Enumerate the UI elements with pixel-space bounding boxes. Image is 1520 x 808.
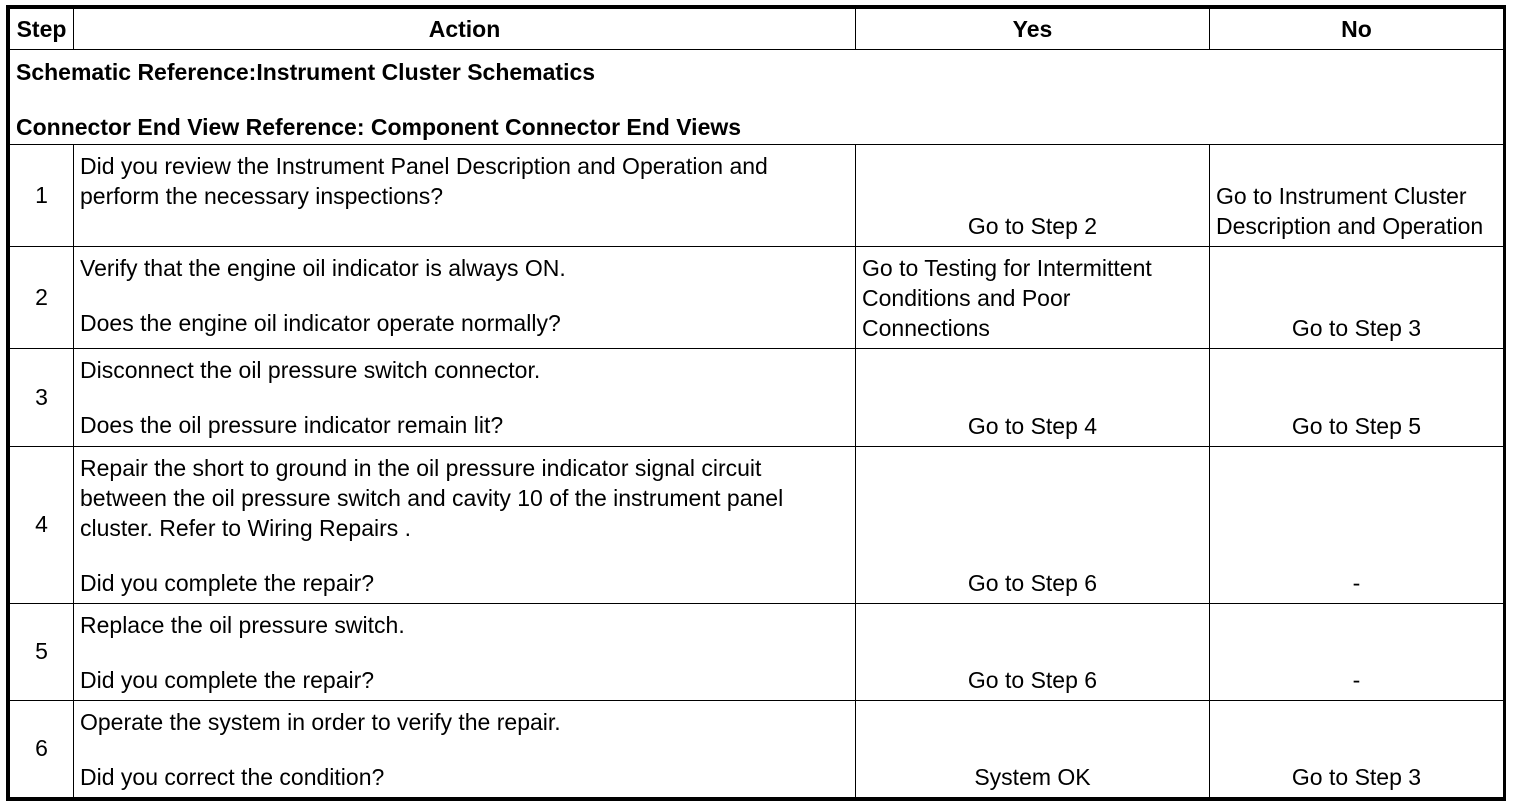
action-text: Replace the oil pressure switch. [80,611,405,638]
table-row [10,700,1504,797]
action-cell [74,700,856,797]
table-row [10,247,1504,349]
table-row [10,603,1504,700]
no-cell: - [1210,603,1504,700]
step-number: 3 [10,349,74,446]
schematic-reference: Schematic Reference:Instrument Cluster Schematics [16,59,596,86]
action-text: Did you review the Instrument Panel Description and Operation and perform the necessary inspections? [80,153,768,210]
reference-cell [10,50,1504,145]
action-cell [74,603,856,700]
action-text: Operate the system in order to verify the repair. [80,708,561,735]
action-text: Repair the short to ground in the oil pressure indicator signal circuit between the oil pressure switch and cavity 10 of the instrument panel cluster. Refer to Wiring Repairs . [80,454,784,541]
header-yes: Yes [856,9,1210,50]
no-cell: Go to Instrument Cluster Description and Operation [1210,145,1504,247]
header-action: Action [74,9,856,50]
action-text: Disconnect the oil pressure switch connector. [80,357,541,384]
table-row [10,349,1504,446]
no-cell: Go to Step 3 [1210,700,1504,797]
question-text: Did you complete the repair? [80,666,375,693]
table-row [10,446,1504,603]
step-number: 4 [10,446,74,603]
yes-cell: Go to Testing for Intermittent Conditions and Poor Connections [856,247,1210,349]
step-number: 2 [10,247,74,349]
header-step: Step [10,9,74,50]
yes-cell: System OK [856,700,1210,797]
action-text: Verify that the engine oil indicator is always ON. [80,255,566,282]
step-number: 5 [10,603,74,700]
question-text: Did you complete the repair? [80,569,375,596]
no-cell: Go to Step 5 [1210,349,1504,446]
header-row [10,9,1504,50]
action-cell [74,446,856,603]
header-no: No [1210,9,1504,50]
no-cell: - [1210,446,1504,603]
question-text: Does the oil pressure indicator remain lit? [80,412,504,439]
table-row [10,145,1504,247]
action-cell [74,247,856,349]
question-text: Does the engine oil indicator operate normally? [80,310,561,337]
reference-row [10,50,1504,145]
action-cell [74,145,856,247]
step-number: 6 [10,700,74,797]
diagnostic-table [9,8,1504,798]
question-text: Did you correct the condition? [80,763,385,790]
yes-cell: Go to Step 6 [856,603,1210,700]
yes-cell: Go to Step 2 [856,145,1210,247]
yes-cell: Go to Step 4 [856,349,1210,446]
yes-cell: Go to Step 6 [856,446,1210,603]
no-cell: Go to Step 3 [1210,247,1504,349]
diagnostic-table-frame [6,5,1506,801]
action-cell [74,349,856,446]
step-number: 1 [10,145,74,247]
connector-reference: Connector End View Reference: Component Connector End Views [16,114,742,141]
